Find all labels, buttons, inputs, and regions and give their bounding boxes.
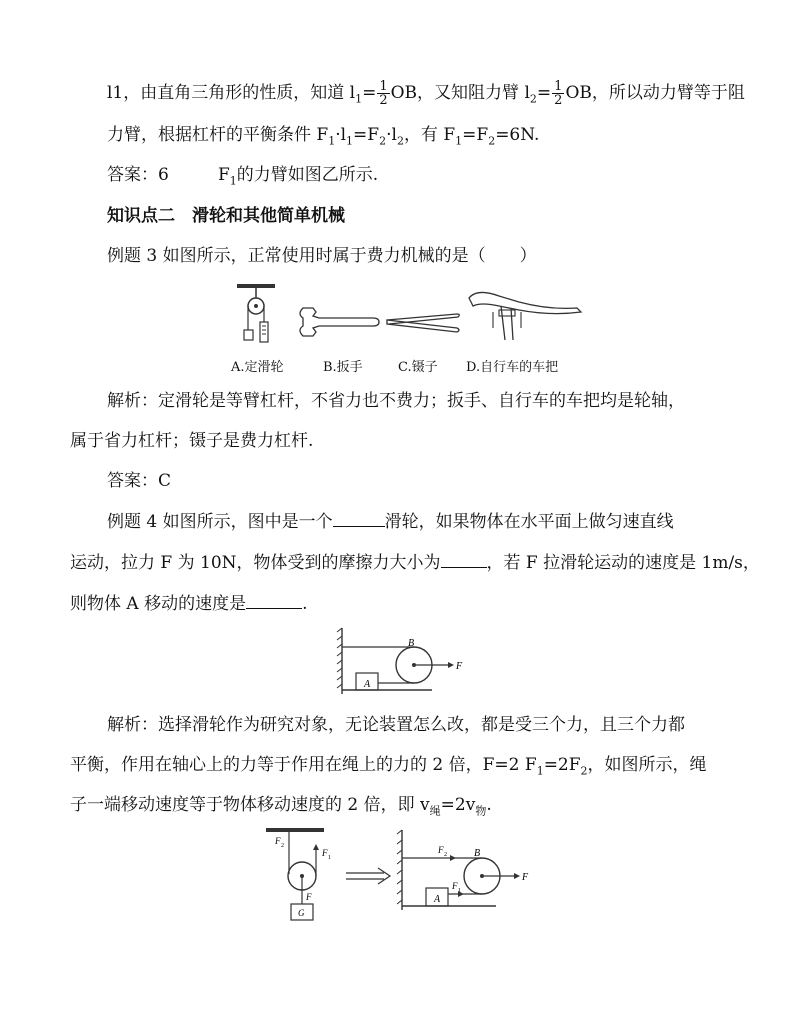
text-run: ，有 F [403, 125, 456, 145]
solution-4-line-1: 解析：选择滑轮作为研究对象，无论装置怎么改，都是受三个力，且三个力都 [107, 715, 685, 735]
subscript: 2 [488, 134, 496, 148]
subscript: 绳 [429, 804, 441, 818]
label-f1-subscript: 1 [458, 888, 461, 894]
text-run: 平衡，作用在轴心上的力等于作用在绳上的力的 2 倍，F=2 F [70, 755, 537, 775]
text-run: ，若 F 拉滑轮运动的速度是 1m/s， [486, 553, 760, 573]
label-a: A [434, 894, 441, 905]
subscript: 1 [536, 764, 544, 778]
label-a: A [364, 679, 371, 690]
caption-a: A.定滑轮 [231, 360, 284, 375]
answer-blank-1 [333, 508, 385, 527]
answer-line-1 [107, 162, 169, 188]
force-analysis-figure [262, 826, 542, 922]
text-run: . [486, 795, 492, 815]
label-f1: F [322, 848, 328, 858]
caption-d: D.自行车的车把 [466, 360, 559, 375]
example-4-line-2 [70, 549, 760, 576]
subscript: 1 [328, 134, 336, 148]
fraction-numerator: 1 [379, 79, 388, 94]
subscript: 2 [379, 134, 387, 148]
tweezers-drawing [387, 314, 459, 332]
text-run: . [302, 594, 308, 614]
force-analysis-diagram [262, 826, 542, 922]
label-b: B [408, 638, 415, 649]
solution-4-line-3 [70, 792, 492, 824]
label-f: F [522, 872, 529, 883]
answer-line-1-note [218, 162, 378, 194]
caption-c: C.镊子 [398, 360, 438, 375]
solution-3-line-2: 属于省力杠杆；镊子是费力杠杆. [70, 431, 314, 451]
paragraph-line-1 [107, 80, 745, 112]
fraction-one-half [377, 80, 389, 107]
pulley-block-diagram [332, 626, 472, 696]
text-run: l1，由直角三角形的性质，知道 l [107, 83, 356, 103]
caption-b: B.扳手 [323, 360, 363, 375]
answer-blank-3 [246, 590, 302, 609]
label-f2: F [275, 836, 281, 846]
solution-3-line-1: 解析：定滑轮是等臂杠杆，不省力也不费力；扳手、自行车的车把均是轮轴， [107, 391, 685, 411]
subscript: 1 [346, 134, 354, 148]
fraction-one-half [552, 80, 564, 107]
text-run: 例题 4 如图所示，图中是一个 [107, 512, 333, 532]
section-heading: 知识点二 滑轮和其他简单机械 [107, 206, 345, 226]
subscript: 1 [355, 92, 363, 106]
text-run: ·l [335, 125, 347, 145]
answer-text: 答案：6 [107, 165, 169, 185]
bicycle-handlebar-drawing [469, 292, 581, 340]
label-f1: F [452, 881, 458, 891]
text-run: 滑轮，如果物体在水平面上做匀速直线 [384, 512, 674, 532]
label-b: B [474, 848, 481, 859]
pulley-block-figure [332, 626, 472, 696]
label-f: F [456, 661, 463, 672]
text-run: 子一端移动速度等于物体移动速度的 2 倍，即 v [70, 795, 430, 815]
wrench-drawing [300, 308, 379, 336]
text-run: OB，又知阻力臂 l [390, 83, 530, 103]
text-run: ，如图所示，绳 [587, 755, 707, 775]
text-run: =2F [543, 755, 581, 775]
paragraph-line-2 [107, 122, 539, 154]
label-f1-subscript: 1 [328, 855, 331, 861]
example-4-line-1 [107, 508, 674, 535]
fraction-denominator: 2 [554, 93, 563, 108]
label-f: F [306, 892, 312, 902]
fraction-numerator: 1 [554, 79, 563, 94]
text-run: =F [462, 125, 489, 145]
example-3-question: 例题 3 如图所示，正常使用时属于费力机械的是（ ） [107, 246, 537, 266]
example-4-line-3 [70, 590, 308, 617]
text-run: 运动，拉力 F 为 10N，物体受到的摩擦力大小为 [70, 553, 441, 573]
text-run: 则物体 A 移动的速度是 [70, 594, 247, 614]
subscript: 2 [580, 764, 588, 778]
text-run: ·l [386, 125, 397, 145]
text-run: 的力臂如图乙所示. [236, 165, 379, 185]
subscript: 2 [529, 92, 537, 106]
text-run: 力臂，根据杠杆的平衡条件 F [107, 125, 329, 145]
fraction-denominator: 2 [379, 93, 388, 108]
answer-blank-2 [441, 549, 487, 568]
label-f2: F [438, 845, 444, 855]
label-f2-subscript: 2 [281, 843, 284, 849]
solution-4-line-2 [70, 752, 707, 784]
subscript: 1 [229, 174, 237, 188]
text-run: =2v [440, 795, 476, 815]
label-f2-subscript: 2 [444, 852, 447, 858]
text-run: = [362, 83, 377, 103]
text-run: =F [353, 125, 380, 145]
text-run: F [218, 165, 230, 185]
subscript: 2 [396, 134, 404, 148]
text-run: =6N. [495, 125, 540, 145]
answer-line-3: 答案：C [107, 471, 172, 491]
subscript: 物 [475, 804, 487, 818]
text-run: = [536, 83, 552, 103]
subscript: 1 [455, 134, 463, 148]
fixed-pulley-drawing [237, 284, 275, 342]
text-run: OB，所以动力臂等于阻 [565, 83, 745, 103]
label-g: G [298, 908, 305, 918]
